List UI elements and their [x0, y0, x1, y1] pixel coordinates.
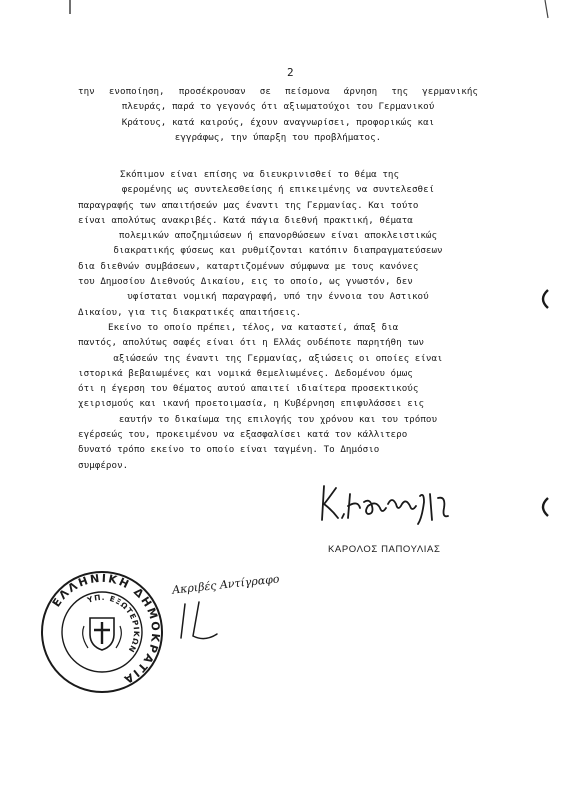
paragraph-1: [78, 84, 478, 145]
text-line: διακρατικής φύσεως και ρυθμίζονται κατόπιν διαπραγματεύσεων: [113, 245, 443, 257]
text-line: είναι απολύτως ανακριβές. Κατά πάγια διεθνή πρακτική, θέματα: [78, 214, 413, 226]
text-line: συμφέρον.: [78, 459, 129, 471]
paragraph-3: [78, 320, 478, 473]
text-line: την ενοποίηση, προσέκρουσαν σε πείσμονα άρνηση της γερμανικής: [78, 86, 478, 97]
text-line: εαυτήν το δικαίωμα της επιλογής του χρόνου και του τρόπου: [118, 413, 438, 425]
official-stamp: [36, 566, 168, 698]
text-line: δυνατό τρόπο εκείνο το οποίο είναι ταγμένη. Το Δημόσιο: [78, 444, 380, 456]
svg-text:ΕΛΛΗΝΙΚΗ ΔΗΜΟΚΡΑΤΙΑ: ΕΛΛΗΝΙΚΗ ΔΗΜΟΚΡΑΤΙΑ: [49, 571, 163, 687]
page-number: 2: [287, 66, 294, 79]
text-line: παραγραφής των απαιτήσεών μας έναντι της Γερμανίας. Και τούτο: [78, 199, 419, 211]
text-line: εγέρσεώς του, προκειμένου να εξασφαλίσει κατά τον κάλλιτερο: [78, 429, 408, 441]
text-line: αξιώσεών της έναντι της Γερμανίας, αξιώσεις οι οποίες είναι: [113, 352, 443, 364]
text-line: του Δημοσίου Διεθνούς Δικαίου, εις το οποίο, ως γνωστόν, δεν: [78, 276, 413, 288]
text-line: εγγράφως, την ύπαρξη του προβλήματος.: [174, 131, 382, 143]
svg-text:ΥΠ. ΕΞΩΤΕΡΙΚΩΝ: ΥΠ. ΕΞΩΤΕΡΙΚΩΝ: [86, 592, 142, 655]
text-line: Σκόπιμον είναι επίσης να διευκρινισθεί το θέμα της: [120, 169, 400, 180]
handwritten-initials: [175, 598, 225, 644]
coat-of-arms-icon: [83, 618, 122, 650]
punch-hole-mark-upper: [536, 288, 552, 310]
text-line: ιστορικά βεβαιωμένες και νομικά θεμελιωμένες. Δεδομένου όμως: [78, 367, 413, 379]
text-line: Κράτους, κατά καιρούς, έχουν αναγνωρίσει, προφορικώς και: [121, 116, 435, 128]
text-line: Εκείνο το οποίο πρέπει, τέλος, να καταστεί, άπαξ δια: [108, 322, 399, 333]
text-line: ότι η έγερση του θέματος αυτού απαιτεί ιδιαίτερα προσεκτικούς: [78, 383, 419, 395]
handwritten-note: Ακριβές Αντίγραφο: [171, 572, 281, 597]
handwritten-signature: [318, 478, 468, 528]
scan-mark-top-left: [0, 0, 566, 20]
text-line: παντός, απολύτως σαφές είναι ότι η Ελλάς ουδέποτε παρητήθη των: [78, 337, 425, 349]
signatory-name: ΚΑΡΟΛΟΣ ΠΑΠΟΥΛΙΑΣ: [328, 544, 441, 555]
punch-hole-mark-lower: [536, 496, 552, 518]
paragraph-2: [78, 167, 478, 320]
text-line: φερομένης ως συντελεσθείσης ή επικειμένης να συντελεσθεί: [121, 184, 435, 196]
text-line: πλευράς, παρά το γεγονός ότι αξιωματούχοι του Γερμανικού: [121, 101, 435, 113]
text-line: δια διεθνών συμβάσεων, καταρτιζομένων σύμφωνα με τους κανόνες: [78, 260, 419, 272]
text-line: υφίσταται νομική παραγραφή, υπό την έννοια του Αστικού: [127, 291, 429, 303]
text-line: Δικαίου, για τις διακρατικές απαιτήσεις.: [78, 306, 302, 318]
text-line: χειρισμούς και ικανή προετοιμασία, η Κυβέρνηση επιφυλάσσει εις: [78, 398, 425, 410]
text-line: πολεμικών αποζημιώσεων ή επανορθώσεων είναι αποκλειστικώς: [118, 230, 438, 242]
